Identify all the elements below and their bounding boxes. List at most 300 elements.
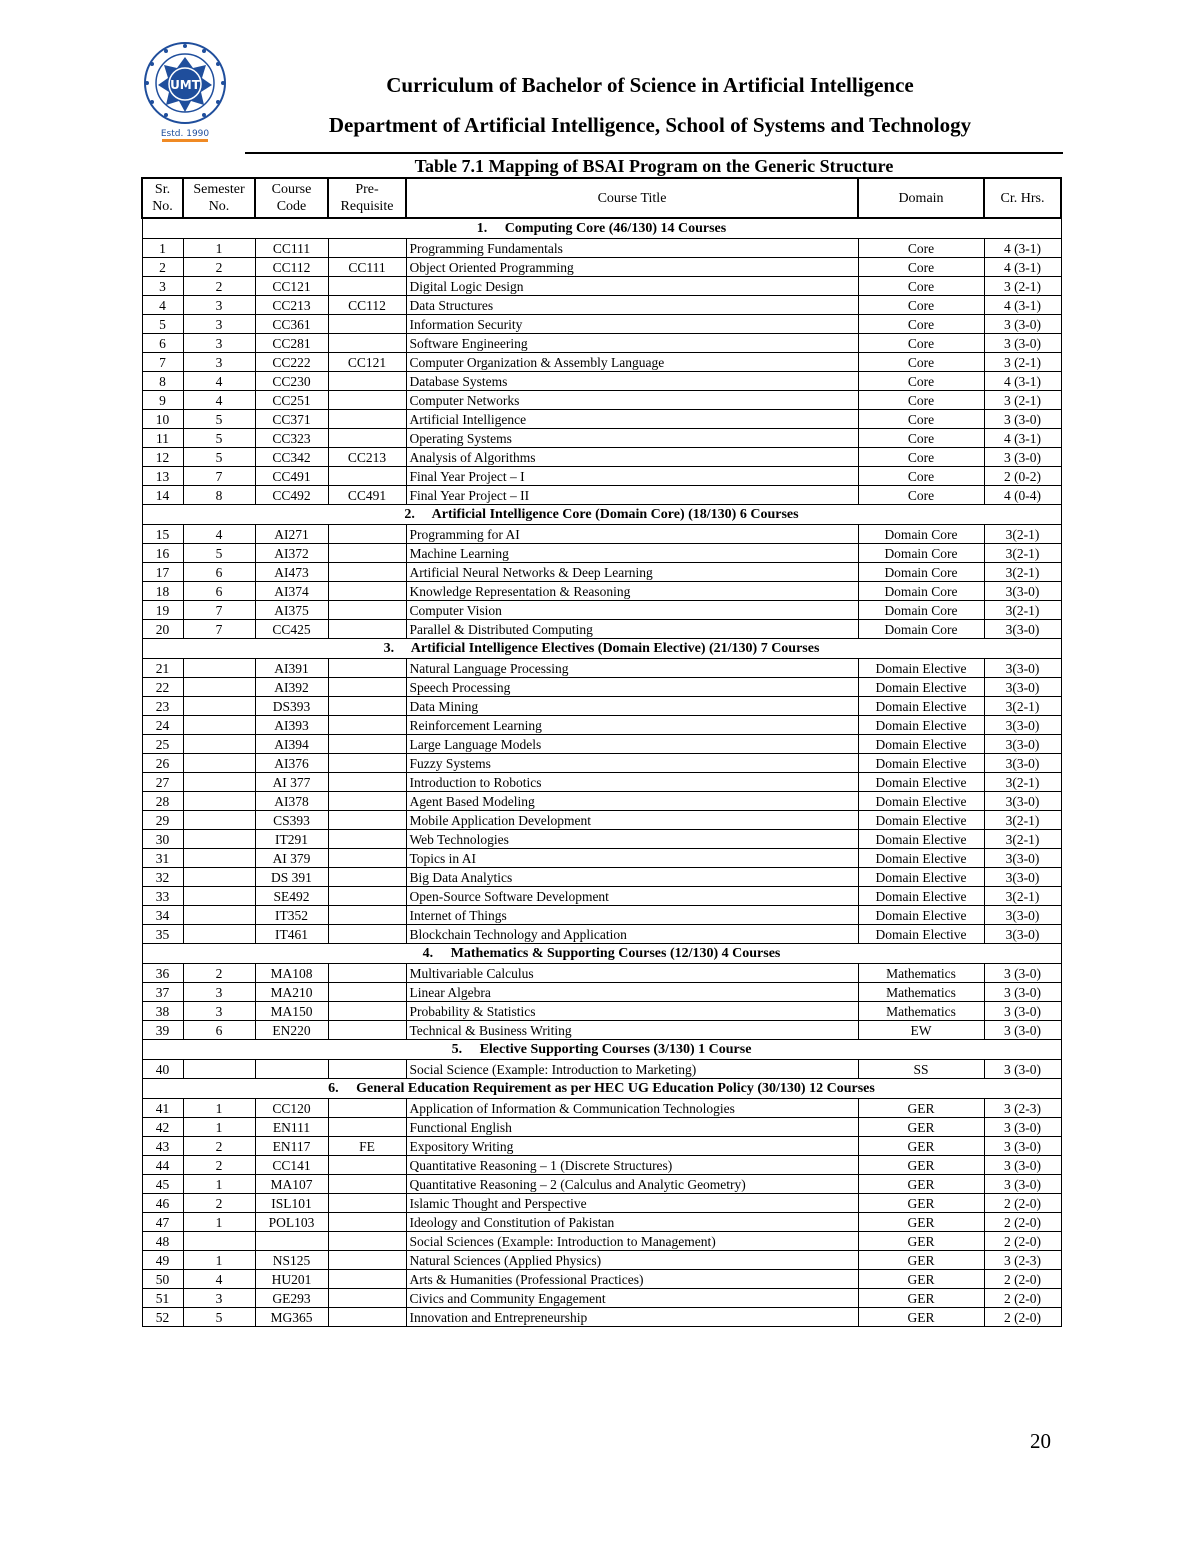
cell-credit-hours: 3(3-0) xyxy=(984,678,1061,697)
cell-prerequisite xyxy=(328,1251,406,1270)
cell-credit-hours: 4 (3-1) xyxy=(984,239,1061,258)
cell-semester: 2 xyxy=(183,1194,255,1213)
cell-semester xyxy=(183,830,255,849)
cell-course-code: MA210 xyxy=(255,983,328,1002)
cell-semester: 3 xyxy=(183,353,255,372)
table-row xyxy=(142,887,1061,906)
cell-domain: Domain Elective xyxy=(858,925,984,944)
cell-prerequisite xyxy=(328,1270,406,1289)
table-row xyxy=(142,353,1061,372)
cell-semester xyxy=(183,754,255,773)
cell-course-title: Object Oriented Programming xyxy=(406,258,858,277)
section-title: 6. General Education Requirement as per HEC UG Education Policy (30/130) 12 Courses xyxy=(142,1079,1061,1099)
cell-sr-no: 21 xyxy=(142,659,183,678)
table-row xyxy=(142,716,1061,735)
cell-prerequisite xyxy=(328,601,406,620)
cell-prerequisite xyxy=(328,678,406,697)
cell-sr-no: 15 xyxy=(142,525,183,544)
cell-course-code: CC120 xyxy=(255,1099,328,1118)
cell-domain: GER xyxy=(858,1099,984,1118)
cell-sr-no: 31 xyxy=(142,849,183,868)
table-row xyxy=(142,391,1061,410)
cell-course-title: Mobile Application Development xyxy=(406,811,858,830)
cell-credit-hours: 3(2-1) xyxy=(984,563,1061,582)
cell-prerequisite xyxy=(328,563,406,582)
cell-credit-hours: 3(3-0) xyxy=(984,868,1061,887)
cell-sr-no: 32 xyxy=(142,868,183,887)
cell-prerequisite xyxy=(328,429,406,448)
cell-sr-no: 52 xyxy=(142,1308,183,1327)
cell-domain: Domain Core xyxy=(858,563,984,582)
cell-credit-hours: 3(2-1) xyxy=(984,601,1061,620)
cell-semester: 6 xyxy=(183,563,255,582)
cell-semester: 1 xyxy=(183,1213,255,1232)
cell-course-title: Functional English xyxy=(406,1118,858,1137)
cell-domain: Mathematics xyxy=(858,1002,984,1021)
cell-sr-no: 37 xyxy=(142,983,183,1002)
cell-prerequisite xyxy=(328,1021,406,1040)
table-row xyxy=(142,1175,1061,1194)
cell-credit-hours: 3 (3-0) xyxy=(984,1060,1061,1079)
cell-course-title: Parallel & Distributed Computing xyxy=(406,620,858,639)
cell-course-title: Natural Language Processing xyxy=(406,659,858,678)
cell-prerequisite xyxy=(328,1194,406,1213)
cell-sr-no: 19 xyxy=(142,601,183,620)
table-row xyxy=(142,334,1061,353)
cell-sr-no: 27 xyxy=(142,773,183,792)
cell-semester xyxy=(183,659,255,678)
cell-sr-no: 17 xyxy=(142,563,183,582)
cell-sr-no: 8 xyxy=(142,372,183,391)
cell-course-title: Knowledge Representation & Reasoning xyxy=(406,582,858,601)
cell-sr-no: 30 xyxy=(142,830,183,849)
table-row xyxy=(142,1308,1061,1327)
table-caption: Table 7.1 Mapping of BSAI Program on the Generic Structure xyxy=(414,156,894,176)
table-row xyxy=(142,1232,1061,1251)
cell-credit-hours: 3(2-1) xyxy=(984,525,1061,544)
cell-sr-no: 16 xyxy=(142,544,183,563)
table-row xyxy=(142,792,1061,811)
table-row xyxy=(142,620,1061,639)
cell-course-title: Software Engineering xyxy=(406,334,858,353)
cell-credit-hours: 3(3-0) xyxy=(984,582,1061,601)
table-row xyxy=(142,544,1061,563)
cell-semester: 1 xyxy=(183,1118,255,1137)
cell-sr-no: 12 xyxy=(142,448,183,467)
section-header-row xyxy=(142,639,1061,659)
cell-credit-hours: 3 (2-1) xyxy=(984,277,1061,296)
cell-prerequisite xyxy=(328,754,406,773)
cell-prerequisite: CC112 xyxy=(328,296,406,315)
cell-course-title: Application of Information & Communication Technologies xyxy=(406,1099,858,1118)
cell-prerequisite xyxy=(328,773,406,792)
cell-course-code xyxy=(255,1232,328,1251)
cell-sr-no: 13 xyxy=(142,467,183,486)
cell-credit-hours: 2 (2-0) xyxy=(984,1308,1061,1327)
cell-prerequisite xyxy=(328,1156,406,1175)
cell-credit-hours: 3 (2-3) xyxy=(984,1251,1061,1270)
cell-prerequisite xyxy=(328,906,406,925)
cell-prerequisite xyxy=(328,1099,406,1118)
cell-domain: Domain Core xyxy=(858,620,984,639)
cell-domain: Domain Elective xyxy=(858,697,984,716)
curriculum-table xyxy=(141,177,1062,1327)
cell-domain: Domain Elective xyxy=(858,773,984,792)
cell-sr-no: 36 xyxy=(142,964,183,983)
cell-credit-hours: 3 (3-0) xyxy=(984,448,1061,467)
cell-course-code: AI394 xyxy=(255,735,328,754)
cell-sr-no: 38 xyxy=(142,1002,183,1021)
cell-course-code: AI271 xyxy=(255,525,328,544)
cell-sr-no: 26 xyxy=(142,754,183,773)
cell-course-code: MA150 xyxy=(255,1002,328,1021)
cell-semester xyxy=(183,1232,255,1251)
cell-credit-hours: 3 (3-0) xyxy=(984,964,1061,983)
table-row xyxy=(142,811,1061,830)
cell-semester xyxy=(183,792,255,811)
cell-semester: 5 xyxy=(183,448,255,467)
cell-prerequisite xyxy=(328,620,406,639)
cell-course-code xyxy=(255,1060,328,1079)
table-row xyxy=(142,277,1061,296)
cell-semester: 2 xyxy=(183,1137,255,1156)
table-row xyxy=(142,906,1061,925)
cell-prerequisite xyxy=(328,1118,406,1137)
cell-prerequisite xyxy=(328,716,406,735)
cell-course-code: CC342 xyxy=(255,448,328,467)
cell-course-title: Programming Fundamentals xyxy=(406,239,858,258)
cell-prerequisite xyxy=(328,334,406,353)
cell-course-code: NS125 xyxy=(255,1251,328,1270)
cell-semester: 4 xyxy=(183,391,255,410)
cell-credit-hours: 3(3-0) xyxy=(984,849,1061,868)
cell-credit-hours: 3 (2-1) xyxy=(984,353,1061,372)
cell-credit-hours: 3(2-1) xyxy=(984,697,1061,716)
cell-semester: 3 xyxy=(183,1289,255,1308)
cell-semester: 2 xyxy=(183,258,255,277)
cell-credit-hours: 2 (2-0) xyxy=(984,1232,1061,1251)
cell-course-title: Artificial Neural Networks & Deep Learning xyxy=(406,563,858,582)
cell-semester: 3 xyxy=(183,1002,255,1021)
cell-semester: 8 xyxy=(183,486,255,505)
table-header-row xyxy=(142,178,1061,218)
cell-domain: EW xyxy=(858,1021,984,1040)
cell-prerequisite xyxy=(328,925,406,944)
cell-sr-no: 42 xyxy=(142,1118,183,1137)
cell-credit-hours: 3(3-0) xyxy=(984,792,1061,811)
header-semester-no: Semester No. xyxy=(183,178,255,218)
cell-course-title: Programming for AI xyxy=(406,525,858,544)
table-row xyxy=(142,315,1061,334)
table-row xyxy=(142,830,1061,849)
table-row xyxy=(142,754,1061,773)
cell-semester: 6 xyxy=(183,582,255,601)
table-row xyxy=(142,1118,1061,1137)
cell-prerequisite xyxy=(328,1213,406,1232)
table-row xyxy=(142,678,1061,697)
cell-course-title: Large Language Models xyxy=(406,735,858,754)
cell-domain: Domain Elective xyxy=(858,678,984,697)
cell-credit-hours: 3 (2-1) xyxy=(984,391,1061,410)
section-header-row xyxy=(142,218,1061,239)
section-title: 3. Artificial Intelligence Electives (Domain Elective) (21/130) 7 Courses xyxy=(142,639,1061,659)
cell-domain: Domain Core xyxy=(858,601,984,620)
cell-prerequisite xyxy=(328,544,406,563)
cell-domain: Core xyxy=(858,239,984,258)
cell-semester xyxy=(183,773,255,792)
cell-course-title: Islamic Thought and Perspective xyxy=(406,1194,858,1213)
cell-prerequisite xyxy=(328,735,406,754)
cell-credit-hours: 3 (3-0) xyxy=(984,1175,1061,1194)
cell-credit-hours: 3(3-0) xyxy=(984,659,1061,678)
cell-prerequisite xyxy=(328,467,406,486)
cell-course-code: CC491 xyxy=(255,467,328,486)
cell-domain: SS xyxy=(858,1060,984,1079)
cell-sr-no: 50 xyxy=(142,1270,183,1289)
cell-prerequisite xyxy=(328,391,406,410)
cell-course-title: Reinforcement Learning xyxy=(406,716,858,735)
cell-semester: 3 xyxy=(183,983,255,1002)
cell-credit-hours: 2 (2-0) xyxy=(984,1289,1061,1308)
cell-course-title: Final Year Project – I xyxy=(406,467,858,486)
cell-course-code: IT461 xyxy=(255,925,328,944)
cell-prerequisite xyxy=(328,1308,406,1327)
cell-course-title: Expository Writing xyxy=(406,1137,858,1156)
cell-course-code: POL103 xyxy=(255,1213,328,1232)
cell-course-code: CS393 xyxy=(255,811,328,830)
cell-credit-hours: 2 (0-2) xyxy=(984,467,1061,486)
cell-semester: 3 xyxy=(183,334,255,353)
cell-credit-hours: 2 (2-0) xyxy=(984,1194,1061,1213)
cell-semester xyxy=(183,735,255,754)
cell-course-title: Big Data Analytics xyxy=(406,868,858,887)
cell-course-title: Technical & Business Writing xyxy=(406,1021,858,1040)
cell-domain: Core xyxy=(858,277,984,296)
cell-course-code: AI391 xyxy=(255,659,328,678)
cell-prerequisite xyxy=(328,849,406,868)
cell-semester xyxy=(183,1060,255,1079)
table-row xyxy=(142,429,1061,448)
table-row xyxy=(142,467,1061,486)
cell-credit-hours: 3(2-1) xyxy=(984,544,1061,563)
cell-domain: GER xyxy=(858,1194,984,1213)
cell-domain: Core xyxy=(858,372,984,391)
cell-semester: 1 xyxy=(183,1175,255,1194)
cell-domain: GER xyxy=(858,1251,984,1270)
cell-course-code: CC361 xyxy=(255,315,328,334)
cell-domain: Core xyxy=(858,258,984,277)
cell-domain: Mathematics xyxy=(858,964,984,983)
cell-sr-no: 22 xyxy=(142,678,183,697)
cell-sr-no: 46 xyxy=(142,1194,183,1213)
cell-course-title: Probability & Statistics xyxy=(406,1002,858,1021)
svg-text:UMT: UMT xyxy=(170,78,200,92)
cell-course-title: Social Science (Example: Introduction to Marketing) xyxy=(406,1060,858,1079)
cell-domain: Core xyxy=(858,315,984,334)
cell-prerequisite xyxy=(328,315,406,334)
cell-credit-hours: 4 (3-1) xyxy=(984,429,1061,448)
cell-semester: 4 xyxy=(183,1270,255,1289)
cell-course-code: AI 379 xyxy=(255,849,328,868)
cell-sr-no: 1 xyxy=(142,239,183,258)
cell-sr-no: 51 xyxy=(142,1289,183,1308)
cell-prerequisite xyxy=(328,1060,406,1079)
cell-prerequisite: CC121 xyxy=(328,353,406,372)
cell-course-code: CC251 xyxy=(255,391,328,410)
header-course-title: Course Title xyxy=(406,178,858,218)
cell-credit-hours: 4 (3-1) xyxy=(984,296,1061,315)
cell-domain: Domain Elective xyxy=(858,716,984,735)
cell-course-code: CC112 xyxy=(255,258,328,277)
cell-course-title: Innovation and Entrepreneurship xyxy=(406,1308,858,1327)
cell-course-title: Quantitative Reasoning – 1 (Discrete Structures) xyxy=(406,1156,858,1175)
cell-semester: 5 xyxy=(183,544,255,563)
cell-course-code: AI376 xyxy=(255,754,328,773)
cell-course-code: ISL101 xyxy=(255,1194,328,1213)
cell-course-code: MG365 xyxy=(255,1308,328,1327)
cell-credit-hours: 4 (0-4) xyxy=(984,486,1061,505)
cell-prerequisite xyxy=(328,1175,406,1194)
cell-domain: Domain Elective xyxy=(858,811,984,830)
cell-course-code: MA108 xyxy=(255,964,328,983)
page-number: 20 xyxy=(1030,1429,1051,1453)
cell-course-code: AI374 xyxy=(255,582,328,601)
cell-semester: 7 xyxy=(183,601,255,620)
cell-credit-hours: 3 (3-0) xyxy=(984,315,1061,334)
cell-sr-no: 44 xyxy=(142,1156,183,1175)
table-row xyxy=(142,868,1061,887)
table-row xyxy=(142,1270,1061,1289)
cell-credit-hours: 3(3-0) xyxy=(984,906,1061,925)
cell-credit-hours: 3 (3-0) xyxy=(984,410,1061,429)
table-row xyxy=(142,659,1061,678)
cell-sr-no: 49 xyxy=(142,1251,183,1270)
cell-sr-no: 28 xyxy=(142,792,183,811)
cell-credit-hours: 3(2-1) xyxy=(984,830,1061,849)
cell-sr-no: 29 xyxy=(142,811,183,830)
table-row xyxy=(142,1289,1061,1308)
cell-course-code: AI473 xyxy=(255,563,328,582)
cell-course-code: EN117 xyxy=(255,1137,328,1156)
table-row xyxy=(142,486,1061,505)
table-row xyxy=(142,1251,1061,1270)
cell-course-title: Web Technologies xyxy=(406,830,858,849)
cell-course-code: IT291 xyxy=(255,830,328,849)
cell-sr-no: 4 xyxy=(142,296,183,315)
cell-sr-no: 34 xyxy=(142,906,183,925)
cell-prerequisite xyxy=(328,887,406,906)
cell-domain: Core xyxy=(858,467,984,486)
cell-sr-no: 24 xyxy=(142,716,183,735)
table-row xyxy=(142,735,1061,754)
cell-course-title: Arts & Humanities (Professional Practices) xyxy=(406,1270,858,1289)
cell-prerequisite xyxy=(328,697,406,716)
cell-course-title: Quantitative Reasoning – 2 (Calculus and Analytic Geometry) xyxy=(406,1175,858,1194)
cell-domain: Domain Elective xyxy=(858,792,984,811)
cell-prerequisite xyxy=(328,830,406,849)
cell-credit-hours: 3 (3-0) xyxy=(984,1118,1061,1137)
section-header-row xyxy=(142,944,1061,964)
cell-course-title: Linear Algebra xyxy=(406,983,858,1002)
table-row xyxy=(142,448,1061,467)
cell-domain: GER xyxy=(858,1308,984,1327)
cell-course-title: Fuzzy Systems xyxy=(406,754,858,773)
section-header-row xyxy=(142,505,1061,525)
cell-sr-no: 11 xyxy=(142,429,183,448)
cell-domain: Domain Core xyxy=(858,525,984,544)
cell-course-title: Digital Logic Design xyxy=(406,277,858,296)
cell-course-code: SE492 xyxy=(255,887,328,906)
table-row xyxy=(142,525,1061,544)
cell-credit-hours: 3 (3-0) xyxy=(984,983,1061,1002)
cell-course-code: AI392 xyxy=(255,678,328,697)
cell-credit-hours: 3 (3-0) xyxy=(984,1021,1061,1040)
cell-course-code: AI372 xyxy=(255,544,328,563)
cell-course-title: Operating Systems xyxy=(406,429,858,448)
cell-course-code: DS 391 xyxy=(255,868,328,887)
cell-semester xyxy=(183,849,255,868)
cell-semester: 1 xyxy=(183,1251,255,1270)
cell-sr-no: 48 xyxy=(142,1232,183,1251)
cell-prerequisite xyxy=(328,1002,406,1021)
cell-prerequisite xyxy=(328,1232,406,1251)
table-row xyxy=(142,563,1061,582)
table-row xyxy=(142,1060,1061,1079)
cell-sr-no: 33 xyxy=(142,887,183,906)
cell-domain: Domain Elective xyxy=(858,906,984,925)
cell-course-code: IT352 xyxy=(255,906,328,925)
cell-domain: Core xyxy=(858,334,984,353)
cell-domain: GER xyxy=(858,1137,984,1156)
cell-course-code: CC425 xyxy=(255,620,328,639)
cell-domain: Domain Elective xyxy=(858,754,984,773)
cell-course-title: Social Sciences (Example: Introduction to Management) xyxy=(406,1232,858,1251)
cell-sr-no: 23 xyxy=(142,697,183,716)
cell-prerequisite xyxy=(328,868,406,887)
cell-credit-hours: 3 (3-0) xyxy=(984,1002,1061,1021)
cell-course-code: CC111 xyxy=(255,239,328,258)
svg-text:Estd. 1990: Estd. 1990 xyxy=(160,129,210,139)
cell-course-title: Analysis of Algorithms xyxy=(406,448,858,467)
cell-course-code: CC141 xyxy=(255,1156,328,1175)
table-row xyxy=(142,1213,1061,1232)
header-divider xyxy=(245,152,1063,154)
table-row xyxy=(142,1137,1061,1156)
cell-sr-no: 18 xyxy=(142,582,183,601)
page-subtitle: Department of Artificial Intelligence, School of Systems and Technology xyxy=(328,113,972,137)
cell-course-title: Internet of Things xyxy=(406,906,858,925)
cell-course-title: Information Security xyxy=(406,315,858,334)
cell-domain: Domain Core xyxy=(858,544,984,563)
cell-domain: Domain Elective xyxy=(858,868,984,887)
cell-course-code: AI375 xyxy=(255,601,328,620)
cell-sr-no: 40 xyxy=(142,1060,183,1079)
cell-domain: Domain Elective xyxy=(858,849,984,868)
table-row xyxy=(142,1002,1061,1021)
cell-domain: Core xyxy=(858,448,984,467)
cell-course-title: Natural Sciences (Applied Physics) xyxy=(406,1251,858,1270)
table-row xyxy=(142,410,1061,429)
cell-sr-no: 41 xyxy=(142,1099,183,1118)
table-row xyxy=(142,582,1061,601)
cell-sr-no: 3 xyxy=(142,277,183,296)
cell-credit-hours: 4 (3-1) xyxy=(984,372,1061,391)
cell-prerequisite xyxy=(328,239,406,258)
cell-semester xyxy=(183,678,255,697)
cell-course-title: Multivariable Calculus xyxy=(406,964,858,983)
cell-credit-hours: 3(3-0) xyxy=(984,716,1061,735)
cell-prerequisite xyxy=(328,1289,406,1308)
